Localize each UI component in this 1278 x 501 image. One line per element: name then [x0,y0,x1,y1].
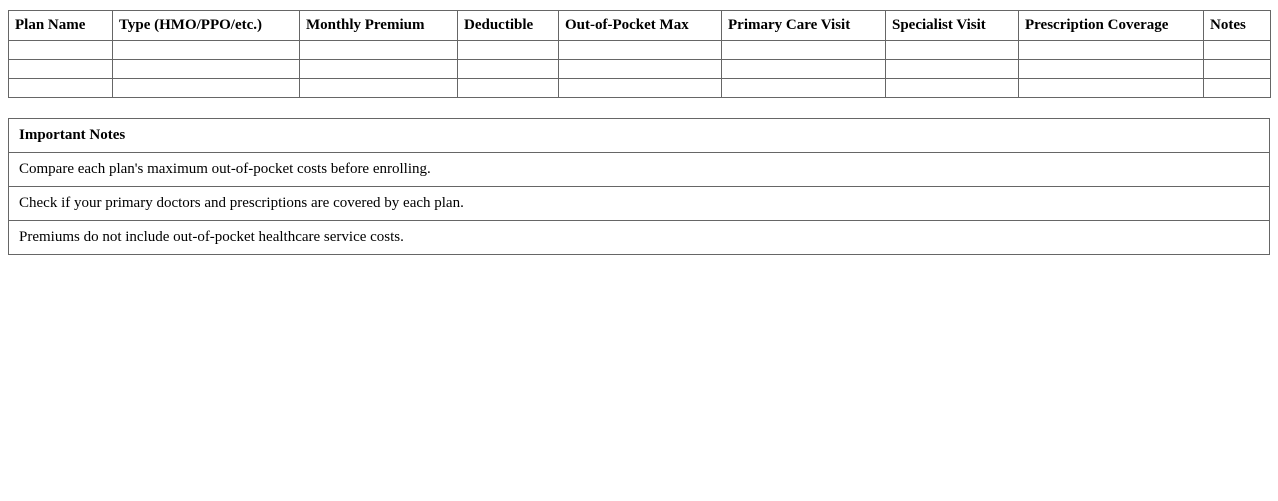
cell-primary-care-visit[interactable] [722,60,886,79]
cell-notes[interactable] [1204,60,1271,79]
cell-deductible[interactable] [458,60,559,79]
column-header-monthly-premium: Monthly Premium [300,11,458,41]
cell-specialist-visit[interactable] [886,60,1019,79]
cell-monthly-premium[interactable] [300,60,458,79]
cell-specialist-visit[interactable] [886,79,1019,98]
column-header-specialist-visit: Specialist Visit [886,11,1019,41]
cell-notes[interactable] [1204,79,1271,98]
cell-primary-care-visit[interactable] [722,41,886,60]
list-item [9,153,1270,187]
cell-type[interactable] [113,41,300,60]
note-text: Premiums do not include out-of-pocket healthcare service costs. [9,221,1270,255]
cell-deductible[interactable] [458,79,559,98]
column-header-notes: Notes [1204,11,1271,41]
column-header-deductible: Deductible [458,11,559,41]
note-text: Check if your primary doctors and prescriptions are covered by each plan. [9,187,1270,221]
cell-type[interactable] [113,79,300,98]
cell-prescription-coverage[interactable] [1019,79,1204,98]
note-text: Compare each plan's maximum out-of-pocket costs before enrolling. [9,153,1270,187]
table-header-row [9,11,1271,41]
list-item [9,221,1270,255]
table-row[interactable] [9,41,1271,60]
cell-out-of-pocket-max[interactable] [559,60,722,79]
notes-header-row [9,119,1270,153]
table-row[interactable] [9,79,1271,98]
cell-plan-name[interactable] [9,60,113,79]
cell-monthly-premium[interactable] [300,41,458,60]
cell-out-of-pocket-max[interactable] [559,41,722,60]
column-header-type: Type (HMO/PPO/etc.) [113,11,300,41]
cell-specialist-visit[interactable] [886,41,1019,60]
column-header-primary-care-visit: Primary Care Visit [722,11,886,41]
cell-prescription-coverage[interactable] [1019,41,1204,60]
health-plan-comparison-table [8,10,1271,98]
cell-prescription-coverage[interactable] [1019,60,1204,79]
cell-plan-name[interactable] [9,41,113,60]
column-header-prescription-coverage: Prescription Coverage [1019,11,1204,41]
cell-out-of-pocket-max[interactable] [559,79,722,98]
cell-type[interactable] [113,60,300,79]
important-notes-table [8,118,1270,255]
notes-header-label: Important Notes [9,119,1270,153]
table-row[interactable] [9,60,1271,79]
cell-notes[interactable] [1204,41,1271,60]
column-header-plan-name: Plan Name [9,11,113,41]
list-item [9,187,1270,221]
cell-primary-care-visit[interactable] [722,79,886,98]
cell-deductible[interactable] [458,41,559,60]
table-spacer [8,98,1270,118]
cell-plan-name[interactable] [9,79,113,98]
column-header-out-of-pocket-max: Out-of-Pocket Max [559,11,722,41]
cell-monthly-premium[interactable] [300,79,458,98]
